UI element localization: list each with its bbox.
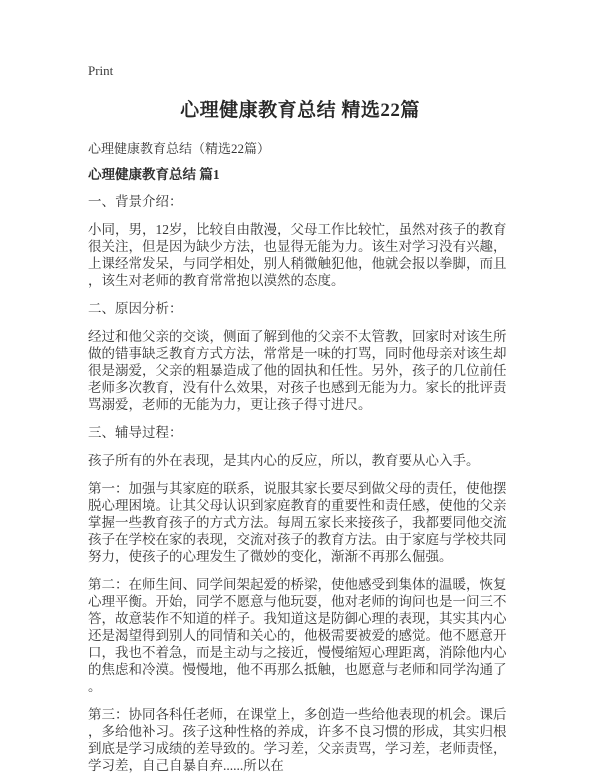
print-link[interactable]: Print	[88, 63, 114, 78]
paragraph-step-two: 第二：在师生间、同学间架起爱的桥梁，使他感受到集体的温暖，恢复心理平衡。开始，同学不愿意与他玩耍，他对老师的询问也是一问三不答，故意装作不知道的样子。我知道这是防御心理的表现，其实其内心还是渴望得到别人的同情和关心的，他极需要被爱的感觉。他不愿意开口，我也不着急，而是主动与之接近，慢慢缩短心理距离，消除他内心的焦虑和冷漠。慢慢地，他不再那么抵触，也愿意与老师和同学沟通了。	[88, 577, 507, 694]
section-heading-guidance-process: 三、辅导过程：	[88, 425, 183, 440]
paragraph-step-three: 第三：协同各科任老师，在课堂上，多创造一些给他表现的机会。课后，多给他补习。孩子这种性格的养成，许多不良习惯的形成，其实归根到底是学习成绩的差导致的。学习差，父亲责骂，学习差，老师责怪，学习差，自己自暴自弃......所以在	[88, 707, 507, 773]
section-heading-background: 一、背景介绍：	[88, 194, 183, 209]
paragraph-cause-analysis: 经过和他父亲的交谈，侧面了解到他的父亲不太管教，回家时对该生所做的错事缺乏教育方式方法，常常是一味的打骂，同时他母亲对该生却很是溺爱，父亲的粗暴造成了他的固执和任性。另外，孩子的几位前任老师多次教育，没有什么效果，对孩子也感到无能为力。家长的批评责骂溺爱，老师的无能为力，更让孩子得寸进尺。	[88, 329, 507, 412]
doc-subtitle: 心理健康教育总结（精选22篇）	[88, 141, 271, 156]
section-heading-cause-analysis: 二、原因分析：	[88, 301, 183, 316]
paragraph-background-intro: 小同，男，12岁，比较自由散漫，父母工作比较忙，虽然对孩子的教育很关注，但是因为缺少方法，也显得无能为力。该生对学习没有兴趣，上课经常发呆，与同学相处，别人稍微触犯他，他就会报以拳脚，而且，该生对老师的教育常常抱以漠然的态度。	[88, 222, 507, 288]
paragraph-step-one: 第一：加强与其家庭的联系，说服其家长要尽到做父母的责任，使他摆脱心理困境。让其父母认识到家庭教育的重要性和责任感，使他的父亲掌握一些教育孩子的方式方法。每周五家长来接孩子，我都要同他交流孩子在学校在家的表现，交流对孩子的教育方法。由于家庭与学校共同努力，使孩子的心理发生了微妙的变化，渐渐不再那么倔强。	[88, 481, 507, 564]
article-heading: 心理健康教育总结 篇1	[88, 167, 220, 182]
paragraph-guidance-intro: 孩子所有的外在表现，是其内心的反应，所以，教育要从心入手。	[88, 453, 480, 468]
page-title: 心理健康教育总结 精选22篇	[180, 100, 420, 121]
